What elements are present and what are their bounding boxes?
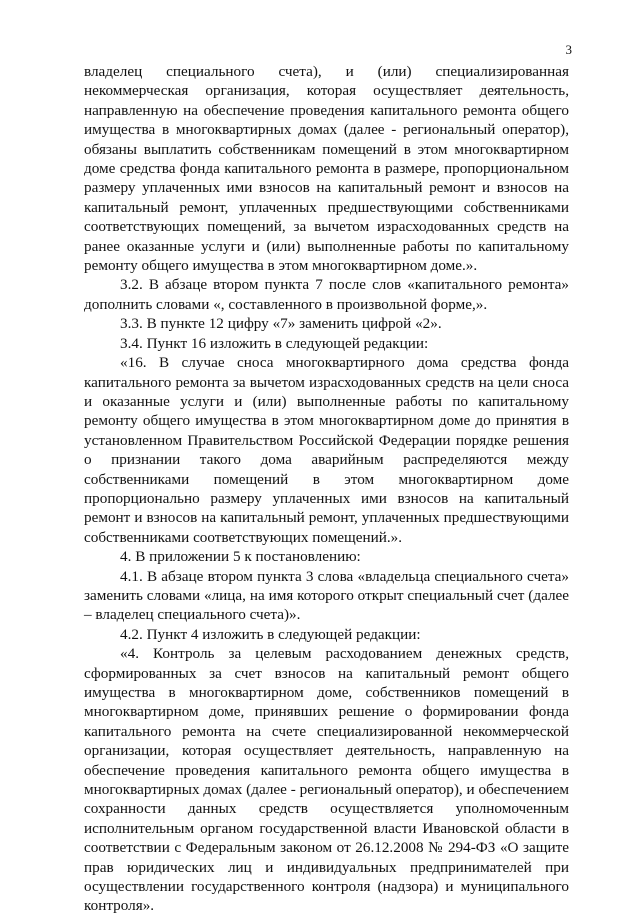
paragraph: 3.2. В абзаце втором пункта 7 после слов «капитального ремонта» дополнить словами «, составленного в произвольной форме,». xyxy=(84,276,569,313)
paragraph: владелец специального счета), и (или) специализированная некоммерческая организация, которая осуществляет деятельность, направленную на обеспечение проведения капитального ремонта общего имущества в многоквартирных домах (далее - региональный оператор), обязаны выплатить собственникам помещений в этом многоквартирном доме средства фонда капитального ремонта в размере, пропорциональном размеру уплаченных ими взносов на капитальный ремонт и взносов на капитальный ремонт, уплаченных предшествующими собственниками соответствующих помещений, за вычетом израсходованных средств на ранее оказанные услуги и (или) выполненные работы по капитальному ремонту общего имущества в этом многоквартирном доме.». xyxy=(84,63,569,275)
page-number: 3 xyxy=(565,42,572,57)
paragraph: 3.4. Пункт 16 изложить в следующей редакции: xyxy=(120,334,429,352)
paragraph: 4. В приложении 5 к постановлению: xyxy=(120,548,361,566)
paragraph: «4. Контроль за целевым расходованием денежных средств, сформированных за счет взносов на капитальный ремонт общего имущества в многоквартирном доме, собственников помещений в многоквартирном доме, принявших решение о формировании фонда капитального ремонта на счете специализированной некоммерческой организации, которая осуществляет деятельность, направленную на обеспечение проведения капитального ремонта общего имущества в многоквартирных домах (далее - региональный оператор), и обеспечением сохранности данных средств осуществляется уполномоченным исполнительным органом государственной власти Ивановской области в соответствии с Федеральным законом от 26.12.2008 № 294-ФЗ «О защите прав юридических лиц и индивидуальных предпринимателей при осуществлении государственного контроля (надзора) и муниципального контроля». xyxy=(84,645,569,915)
paragraph: 3.3. В пункте 12 цифру «7» заменить цифрой «2». xyxy=(120,315,442,333)
paragraph: «16. В случае сноса многоквартирного дома средства фонда капитального ремонта за вычетом израсходованных средств на цели сноса и оказанные услуги и (или) выполненные работы по капитальному ремонту общего имущества в этом многоквартирном доме до принятия в установленном Правительством Российской Федерации порядке решения о признании такого дома аварийным распределяются между собственниками помещений в этом многоквартирном доме пропорционально размеру уплаченных ими взносов на капитальный ремонт и взносов на капитальный ремонт, уплаченных предшествующими собственниками соответствующих помещений.». xyxy=(84,354,569,546)
paragraph: 4.2. Пункт 4 изложить в следующей редакции: xyxy=(120,625,421,643)
document-body xyxy=(84,62,569,916)
paragraph: 4.1. В абзаце втором пункта 3 слова «владельца специального счета» заменить словами «лица, на имя которого открыт специальный счет (далее – владелец специального счета)». xyxy=(84,567,569,624)
